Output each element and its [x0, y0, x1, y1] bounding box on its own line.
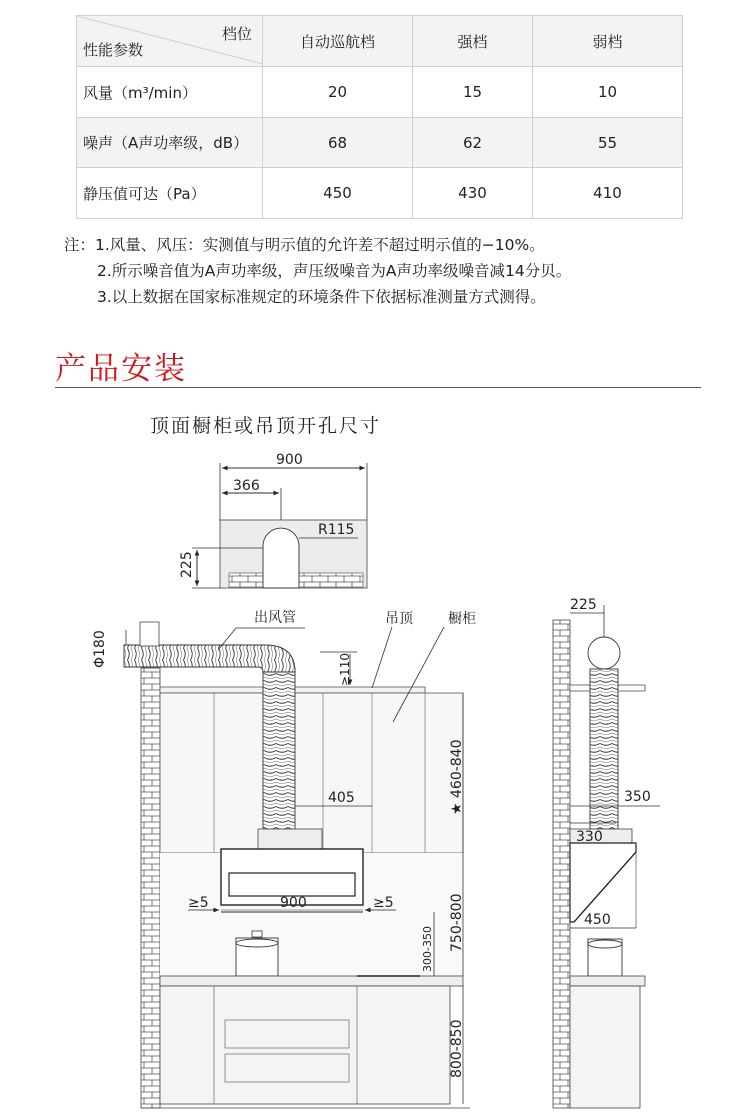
note-line: 2.所示噪音值为A声功率级，声压级噪音为A声功率级噪音减14分贝。: [97, 262, 572, 280]
row-label: 噪声（A声功率级，dB）: [77, 118, 263, 168]
table-cell: 15: [413, 67, 533, 118]
counter-height-label: 800-850: [449, 1019, 465, 1078]
hood-width-label: 900: [280, 895, 307, 911]
cutout-offset-label: 366: [233, 478, 260, 494]
side-gap-right-label: ≥5: [373, 895, 394, 911]
note-line: 注：1.风量、风压：实测值与明示值的允许差不超过明示值的−10%。: [64, 236, 545, 254]
table-cell: 430: [413, 168, 533, 219]
front-elevation: [124, 622, 470, 1108]
side-duct-offset-label: 225: [570, 597, 597, 613]
table-cell: 68: [263, 118, 413, 168]
row-label: 风量（m³/min）: [77, 67, 263, 118]
column-header: 自动巡航档: [263, 16, 413, 67]
label-cabinet: 橱柜: [448, 611, 476, 627]
cutout-radius-label: R115: [318, 522, 355, 538]
row-label: 静压值可达（Pa）: [77, 168, 263, 219]
column-header: 强档: [413, 16, 533, 67]
table-cell: 410: [533, 168, 683, 219]
cabinet-height-label: ★ 460-840: [449, 739, 465, 815]
table-cell: 10: [533, 67, 683, 118]
pot-height-label: 300-350: [421, 926, 434, 972]
table-cell: 450: [263, 168, 413, 219]
duct-offset-label: 405: [328, 790, 355, 806]
side-elevation: [553, 605, 660, 1108]
cutout-width-label: 900: [276, 452, 303, 468]
note-line: 3.以上数据在国家标准规定的环境条件下依据标准测量方式测得。: [97, 288, 546, 306]
corner-top-label: 档位: [221, 25, 252, 43]
duct-diameter-label: Φ180: [92, 630, 108, 668]
corner-bottom-label: 性能参数: [83, 41, 144, 59]
side-depth-1-label: 350: [624, 789, 651, 805]
side-gap-left-label: ≥5: [188, 895, 209, 911]
side-depth-3-label: 450: [584, 912, 611, 928]
install-height-label: 750-800: [449, 893, 465, 952]
cutout-title: 顶面橱柜或吊顶开孔尺寸: [150, 415, 382, 437]
side-depth-2-label: 330: [576, 829, 603, 845]
section-title: 产品安装: [55, 351, 187, 387]
clearance-top-label: ≥110: [338, 653, 352, 686]
column-header: 弱档: [533, 16, 683, 67]
cutout-height-label: 225: [179, 551, 195, 578]
table-cell: 55: [533, 118, 683, 168]
label-duct: 出风管: [254, 610, 296, 626]
table-cell: 62: [413, 118, 533, 168]
table-cell: 20: [263, 67, 413, 118]
label-ceiling: 吊顶: [385, 611, 413, 627]
